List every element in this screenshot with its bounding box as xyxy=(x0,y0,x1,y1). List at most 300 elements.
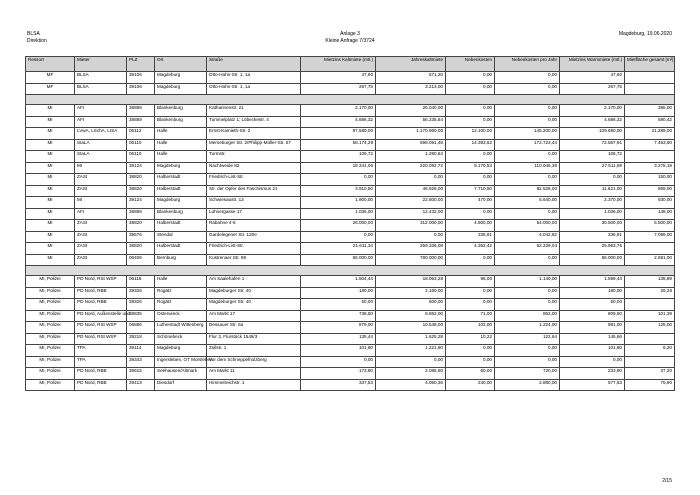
table-cell: 25,26 xyxy=(625,287,675,299)
table-cell: MI, Polizei xyxy=(26,276,75,288)
table-cell: 1.504,44 xyxy=(301,276,376,288)
table-cell: MI xyxy=(26,174,75,186)
table-cell: 869,00 xyxy=(625,185,675,197)
table-cell: Turmstr. xyxy=(207,151,301,163)
table-cell: ZASt xyxy=(75,243,127,255)
table-cell: 2.880,00 xyxy=(495,379,560,391)
table-row xyxy=(26,162,675,174)
table-cell xyxy=(625,83,675,95)
table-cell: 7.710,50 xyxy=(446,185,495,197)
table-cell: Magdeburg xyxy=(155,197,207,209)
table-cell: 1.900,00 xyxy=(301,197,376,209)
table-cell: 0,00 xyxy=(301,356,376,368)
column-header: Jahreskaltmiete xyxy=(376,57,446,72)
table-cell: 0,00 xyxy=(446,208,495,220)
table-cell xyxy=(625,243,675,255)
table-cell: 2.370,00 xyxy=(560,197,625,209)
section-divider-row xyxy=(26,95,675,105)
table-cell: 1.036,00 xyxy=(301,208,376,220)
table-cell: 0,00 xyxy=(495,356,560,368)
table-cell: 2.681,00 xyxy=(625,254,675,266)
table-cell: 720,00 xyxy=(495,368,560,380)
table-cell: 6,20 xyxy=(625,345,675,357)
table-cell xyxy=(625,356,675,368)
table-cell: 3.275,19 xyxy=(625,162,675,174)
table-cell xyxy=(625,333,675,345)
table-cell: 4.050,36 xyxy=(376,379,446,391)
table-cell: 0,00 xyxy=(495,208,560,220)
table-cell: Magdeburg xyxy=(155,345,207,357)
table-cell: 336,91 xyxy=(446,231,495,243)
table-cell: Magdeburger Str. 40 xyxy=(207,299,301,311)
table-cell: 0,00 xyxy=(446,254,495,266)
table-cell: 0,00 xyxy=(446,356,495,368)
table-cell: 981,00 xyxy=(560,322,625,334)
table-cell: 92.526,00 xyxy=(495,185,560,197)
table-row xyxy=(26,185,675,197)
table-cell: 95,00 xyxy=(446,276,495,288)
table-cell: Blankenburg xyxy=(155,208,207,220)
table-cell: Bernburg xyxy=(155,254,207,266)
table-cell: 72.567,91 xyxy=(560,139,625,151)
table-cell: TPA xyxy=(75,345,127,357)
table-cell: 29413 xyxy=(127,379,155,391)
column-header: Straße xyxy=(207,57,301,72)
table-cell: MI xyxy=(26,116,75,128)
table-cell: MI, Polizei xyxy=(26,299,75,311)
table-cell: Am Saalehafen 1 xyxy=(207,276,301,288)
table-cell: ZASt xyxy=(75,254,127,266)
table-cell: BLSA xyxy=(75,72,127,84)
table-cell: MI xyxy=(26,162,75,174)
table-row xyxy=(26,197,675,209)
table-cell: Halle xyxy=(155,139,207,151)
table-cell: 10,22 xyxy=(446,333,495,345)
table-cell: 52.229,04 xyxy=(495,243,560,255)
table-cell: 101,39 xyxy=(625,310,675,322)
table-row xyxy=(26,208,675,220)
table-cell: 56.235,84 xyxy=(376,116,446,128)
table-cell: 2.160,00 xyxy=(376,287,446,299)
table-cell: 71,00 xyxy=(446,310,495,322)
column-header: Mietzins Kaltmiete (mtl.) xyxy=(301,57,376,72)
table-cell: 50,00 xyxy=(301,299,376,311)
table-cell: Halle xyxy=(155,128,207,140)
table-cell: MI xyxy=(26,128,75,140)
table-cell: Seehausen/Altmark xyxy=(155,368,207,380)
table-cell xyxy=(625,72,675,84)
table-cell: MI, Polizei xyxy=(26,287,75,299)
table-cell: 879,00 xyxy=(301,322,376,334)
table-cell: 240,00 xyxy=(446,379,495,391)
table-cell: 1.599,44 xyxy=(560,276,625,288)
table-cell: PD Nord, RBB xyxy=(75,299,127,311)
table-cell: 38820 xyxy=(127,220,155,232)
table-cell: 4.352,42 xyxy=(446,243,495,255)
header-center xyxy=(0,31,700,44)
table-cell: MI xyxy=(26,151,75,163)
table-cell: 50,00 xyxy=(560,299,625,311)
table-body xyxy=(26,72,675,391)
table-cell: 0,00 xyxy=(446,105,495,117)
table-row xyxy=(26,105,675,117)
table-cell: MI xyxy=(26,105,75,117)
table-cell: 809,50 xyxy=(560,310,625,322)
table-cell xyxy=(625,151,675,163)
table-cell: MI, Polizei xyxy=(26,322,75,334)
column-header: Mieter xyxy=(75,57,127,72)
column-header: Mietzins Warmmiete (mtl.) xyxy=(560,57,625,72)
table-cell: 11.621,00 xyxy=(560,185,625,197)
table-cell: 54.000,00 xyxy=(495,220,560,232)
table-cell: Rogätz xyxy=(155,299,207,311)
table-cell: 39615 xyxy=(127,368,155,380)
table-row xyxy=(26,379,675,391)
table-cell: 38820 xyxy=(127,185,155,197)
table-cell: 39124 xyxy=(127,197,155,209)
table-cell: Merseburger Str. 2/Philipp-Müller-Str. 57 xyxy=(207,139,301,151)
table-cell: Himmelreichstr. 1 xyxy=(207,379,301,391)
table-cell: 180,00 xyxy=(301,287,376,299)
table-cell: 852,00 xyxy=(495,310,560,322)
table-row xyxy=(26,322,675,334)
table-cell: 0,00 xyxy=(495,72,560,84)
table-cell: MI xyxy=(75,197,127,209)
table-cell: MI xyxy=(26,139,75,151)
table-cell: Lutherstadt Wittenberg xyxy=(155,322,207,334)
column-header: Ressort xyxy=(26,57,75,72)
table-cell: 0,00 xyxy=(446,72,495,84)
table-row xyxy=(26,368,675,380)
table-cell: AFI xyxy=(75,208,127,220)
table-cell: 145.200,00 xyxy=(495,128,560,140)
table-cell: 600,00 xyxy=(376,299,446,311)
table-header-row xyxy=(26,57,675,72)
table-cell: 0,00 xyxy=(495,105,560,117)
table-cell: Halle xyxy=(155,151,207,163)
table-cell: Otto-Hahn-Str. 1, 1a xyxy=(207,72,301,84)
table-cell: 0,00 xyxy=(301,231,376,243)
table-cell: 0,00 xyxy=(560,356,625,368)
table-cell xyxy=(625,299,675,311)
table-cell: MI xyxy=(26,220,75,232)
table-cell: 0,00 xyxy=(495,83,560,95)
table-cell: 10.548,00 xyxy=(376,322,446,334)
header-date: Magdeburg, 19.06.2020 xyxy=(618,31,672,37)
table-row xyxy=(26,333,675,345)
table-cell: 109.680,00 xyxy=(560,128,625,140)
table-cell: 39124 xyxy=(127,162,155,174)
table-cell: Rabahne 4-6 xyxy=(207,220,301,232)
table-cell: 577,53 xyxy=(560,379,625,391)
table-cell: MI xyxy=(26,208,75,220)
table-cell: PD Nord, RSt WSP xyxy=(75,322,127,334)
table-cell: MI, Polizei xyxy=(26,333,75,345)
table-row xyxy=(26,254,675,266)
table-cell: Am Markt 11 xyxy=(207,368,301,380)
table-cell: Vor dem Schneppelholzberg xyxy=(207,356,301,368)
table-cell: 47,60 xyxy=(301,72,376,84)
table-cell: 0,00 xyxy=(446,174,495,186)
column-header: Mietfläche gesamt [m²] xyxy=(625,57,675,72)
table-cell: Magdeburg xyxy=(155,83,207,95)
table-cell: 3.213,00 xyxy=(376,83,446,95)
table-cell: MF xyxy=(26,83,75,95)
table-cell: 172.723,44 xyxy=(495,139,560,151)
table-cell: 0,00 xyxy=(560,174,625,186)
table-cell: 4.042,92 xyxy=(495,231,560,243)
table-cell: MI, Polizei xyxy=(26,379,75,391)
table-cell: 9.170,53 xyxy=(446,162,495,174)
table-cell: MF xyxy=(26,72,75,84)
table-cell: MI xyxy=(26,231,75,243)
table-cell: 135,89 xyxy=(625,276,675,288)
table-cell: 780.000,00 xyxy=(376,254,446,266)
table-cell: Zollstr. 1 xyxy=(207,345,301,357)
table-cell: 21.611,34 xyxy=(301,243,376,255)
table-cell: 0,00 xyxy=(495,151,560,163)
column-header: Nebenkosten pro Jahr xyxy=(495,57,560,72)
table-cell: 106,72 xyxy=(301,151,376,163)
table-cell: ZASt xyxy=(75,220,127,232)
table-cell: ZASt xyxy=(75,231,127,243)
table-cell: 106,72 xyxy=(560,151,625,163)
table-row xyxy=(26,231,675,243)
table-cell: 0,00 xyxy=(376,174,446,186)
table-cell: 0,00 xyxy=(446,287,495,299)
table-cell: 06110 xyxy=(127,139,155,151)
table-cell: PD Nord, RBB xyxy=(75,368,127,380)
table-cell: 259.336,08 xyxy=(376,243,446,255)
table-cell: Lühnergasse 17 xyxy=(207,208,301,220)
table-cell: 39106 xyxy=(127,72,155,84)
table-cell: AFI xyxy=(75,116,127,128)
table-cell: StaLA xyxy=(75,139,127,151)
table-cell: 4.500,00 xyxy=(446,220,495,232)
table-cell: 21.289,00 xyxy=(625,128,675,140)
table-cell: Magdeburg xyxy=(155,162,207,174)
table-cell: 37,20 xyxy=(625,368,675,380)
table-cell: Dessauer Str. 6a xyxy=(207,322,301,334)
table-cell: 06118 xyxy=(127,276,155,288)
table-cell: 233,80 xyxy=(560,368,625,380)
table-cell: 39218 xyxy=(127,333,155,345)
table-cell: 336,91 xyxy=(560,231,625,243)
table-cell: 27.511,59 xyxy=(560,162,625,174)
header-inquiry: Kleine Anfrage 7/3724 xyxy=(325,37,375,44)
table-cell: 110.046,36 xyxy=(495,162,560,174)
table-cell: Kustrenaer Str. 98 xyxy=(207,254,301,266)
table-cell: 38820 xyxy=(127,174,155,186)
table-row xyxy=(26,116,675,128)
table-cell: 180,00 xyxy=(560,287,625,299)
table-cell: Diesdorf xyxy=(155,379,207,391)
section-divider-row xyxy=(26,266,675,276)
table-cell: 30.500,00 xyxy=(560,220,625,232)
table-cell: 385,00 xyxy=(625,105,675,117)
table-cell: 06406 xyxy=(127,254,155,266)
table-cell: Ernst-Kamieth-Str. 2 xyxy=(207,128,301,140)
table-cell: 0,00 xyxy=(495,345,560,357)
table-cell: 135,44 xyxy=(301,333,376,345)
table-cell: 38889 xyxy=(127,116,155,128)
table-cell: MI, Polizei xyxy=(26,345,75,357)
table-cell: Halberstadt xyxy=(155,220,207,232)
table-cell: Flur 3, Flurstück 1548/3 xyxy=(207,333,301,345)
table-cell: 14.393,62 xyxy=(446,139,495,151)
table-cell: 2.170,00 xyxy=(301,105,376,117)
table-cell: 12.100,00 xyxy=(446,128,495,140)
table-cell: 7.099,00 xyxy=(625,231,675,243)
table-cell: 47,60 xyxy=(560,72,625,84)
table-cell: 06112 xyxy=(127,128,155,140)
table-row xyxy=(26,276,675,288)
table-cell: 39343 xyxy=(127,356,155,368)
table-cell: 97.580,00 xyxy=(301,128,376,140)
table-cell: MI, Polizei xyxy=(26,356,75,368)
table-row xyxy=(26,345,675,357)
table-cell: 2.085,60 xyxy=(376,368,446,380)
table-cell: 1.280,64 xyxy=(376,151,446,163)
section-divider xyxy=(26,266,675,276)
table-cell: 337,53 xyxy=(301,379,376,391)
table-cell: 2.170,00 xyxy=(560,105,625,117)
table-cell: 38889 xyxy=(127,208,155,220)
table-cell: Nachtweide 82 xyxy=(207,162,301,174)
table-cell: 0,00 xyxy=(446,299,495,311)
table-cell: 8.862,00 xyxy=(376,310,446,322)
table-cell: 698.091,48 xyxy=(376,139,446,151)
table-row xyxy=(26,72,675,84)
table-cell: 39326 xyxy=(127,299,155,311)
table-cell: 590,42 xyxy=(625,116,675,128)
table-cell: BLSA xyxy=(75,83,127,95)
table-row xyxy=(26,287,675,299)
table-cell: 7.453,60 xyxy=(625,139,675,151)
table-cell: Str. der Opfer des Faschismus 21 xyxy=(207,185,301,197)
table-cell: 3.910,50 xyxy=(301,185,376,197)
table-cell: MI xyxy=(26,254,75,266)
table-cell: 58.174,29 xyxy=(301,139,376,151)
table-cell: 65.000,00 xyxy=(560,254,625,266)
table-cell: 148,00 xyxy=(625,208,675,220)
table-cell: 1.625,28 xyxy=(376,333,446,345)
table-cell: 65.000,00 xyxy=(301,254,376,266)
table-cell: MI, Polizei xyxy=(26,368,75,380)
table-cell: Gardelegener Str. 120e xyxy=(207,231,301,243)
table-cell: 0,00 xyxy=(376,356,446,368)
table-cell: 60,00 xyxy=(446,368,495,380)
table-cell: 312.000,00 xyxy=(376,220,446,232)
table-cell: Halle xyxy=(155,276,207,288)
table-cell: 1.036,00 xyxy=(560,208,625,220)
column-header: Ort xyxy=(155,57,207,72)
table-cell: Friedrich-List-Str. xyxy=(207,243,301,255)
table-row xyxy=(26,220,675,232)
table-cell: 173,80 xyxy=(301,368,376,380)
table-cell: 0,00 xyxy=(446,83,495,95)
table-cell: 26.040,00 xyxy=(376,105,446,117)
table-cell: Rogätz xyxy=(155,287,207,299)
table-cell: StaLA xyxy=(75,151,127,163)
table-cell: 267,75 xyxy=(560,83,625,95)
table-cell: MI xyxy=(26,197,75,209)
table-cell: 738,50 xyxy=(301,310,376,322)
table-row xyxy=(26,174,675,186)
table-cell: 75,90 xyxy=(625,379,675,391)
table-cell: 18.053,28 xyxy=(376,276,446,288)
table-cell: Magdeburger Str. 40 xyxy=(207,287,301,299)
table-cell: 0,00 xyxy=(446,345,495,357)
column-header: PLZ xyxy=(127,57,155,72)
table-cell: 102,00 xyxy=(446,322,495,334)
table-cell: AFI xyxy=(75,105,127,117)
table-cell: 39326 xyxy=(127,287,155,299)
rent-table xyxy=(25,56,675,391)
table-cell: Friedrich-List-Str. xyxy=(207,174,301,186)
table-cell: 38889 xyxy=(127,105,155,117)
table-cell: Am Markt 17 xyxy=(207,310,301,322)
table-row xyxy=(26,356,675,368)
table-cell: TPA xyxy=(75,356,127,368)
table-cell: 39114 xyxy=(127,345,155,357)
table-cell: 267,75 xyxy=(301,83,376,95)
table-cell: 06886 xyxy=(127,322,155,334)
table-cell: Schönebeck xyxy=(155,333,207,345)
table-cell: 0,00 xyxy=(495,116,560,128)
table-cell: 101,80 xyxy=(560,345,625,357)
table-cell: 1.221,60 xyxy=(376,345,446,357)
table-row xyxy=(26,310,675,322)
table-cell: 26.000,00 xyxy=(301,220,376,232)
table-cell: PD Nord, Außenstelle und xyxy=(75,310,127,322)
table-cell: 470,00 xyxy=(446,197,495,209)
table-cell: Halberstadt xyxy=(155,243,207,255)
table-cell: MI xyxy=(26,243,75,255)
column-header: Nebenkosten xyxy=(446,57,495,72)
table-cell: 46.926,00 xyxy=(376,185,446,197)
table-cell: 4.686,32 xyxy=(301,116,376,128)
page-number: 2/15 xyxy=(662,478,672,484)
table-cell: Magdeburg xyxy=(155,72,207,84)
table-cell: 06110 xyxy=(127,151,155,163)
table-row xyxy=(26,139,675,151)
table-cell: 1.140,00 xyxy=(495,276,560,288)
table-cell: 25.963,76 xyxy=(560,243,625,255)
header-attachment: Anlage 3 xyxy=(340,31,360,37)
table-row xyxy=(26,128,675,140)
table-row xyxy=(26,243,675,255)
table-cell: MI xyxy=(26,185,75,197)
table-cell: 0,00 xyxy=(495,299,560,311)
table-cell: 150,00 xyxy=(625,174,675,186)
table-cell: 0,00 xyxy=(301,174,376,186)
table-cell: 18.341,06 xyxy=(301,162,376,174)
table-cell: 0,00 xyxy=(376,231,446,243)
table-cell: 0,00 xyxy=(495,174,560,186)
table-cell: 125,00 xyxy=(625,322,675,334)
table-cell: 5.640,00 xyxy=(495,197,560,209)
table-cell: 38835 xyxy=(127,310,155,322)
table-cell: 4.686,32 xyxy=(560,116,625,128)
table-cell: 12.432,00 xyxy=(376,208,446,220)
table-cell: 930,00 xyxy=(625,197,675,209)
table-cell: Osterwieck xyxy=(155,310,207,322)
table-cell: 101,80 xyxy=(301,345,376,357)
table-cell: 0,00 xyxy=(495,254,560,266)
table-cell: 1.224,00 xyxy=(495,322,560,334)
table-cell: PD Nord, RBB xyxy=(75,287,127,299)
